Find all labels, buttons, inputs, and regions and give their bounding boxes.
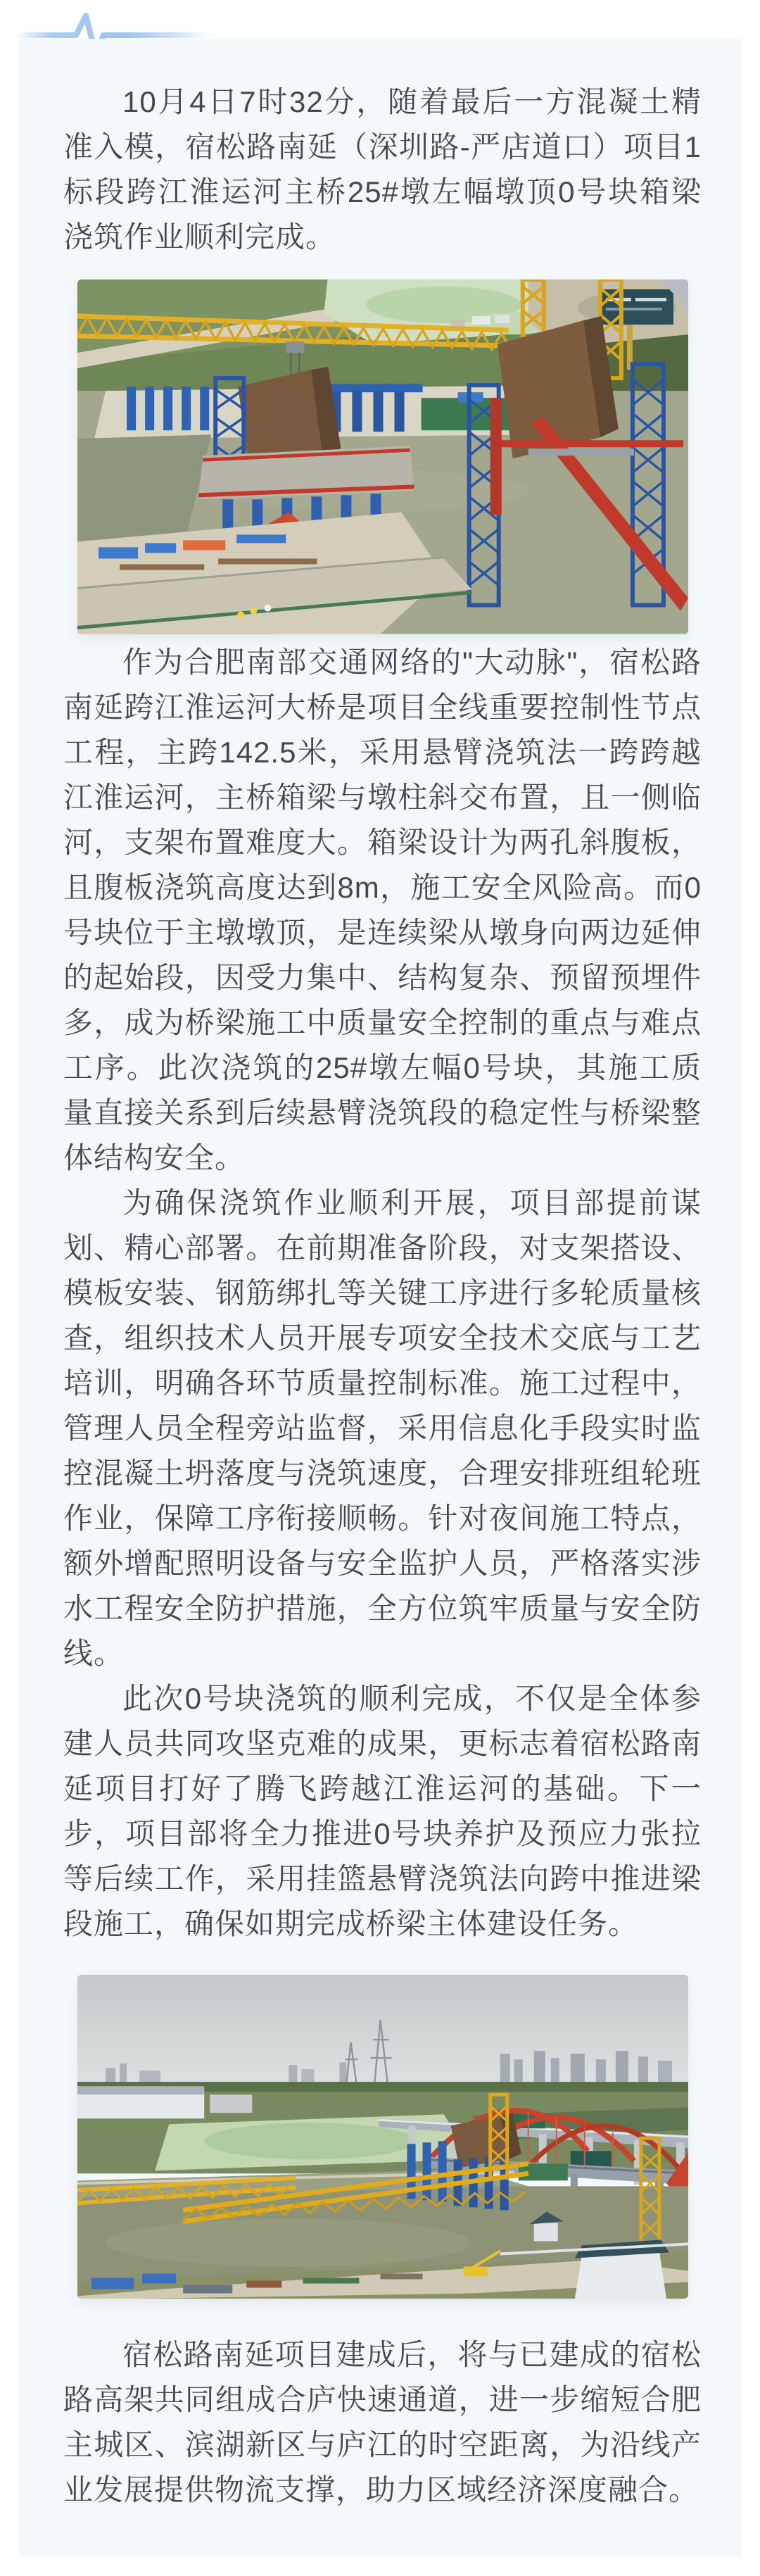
photo-aerial-bridge (77, 1975, 688, 2299)
article-paragraph-1: 10月4日7时32分，随着最后一方混凝土精准入模，宿松路南延（深圳路-严店道口）项目1标段跨江淮运河主桥25#墩左幅墩顶0号块箱梁浇筑作业顺利完成。 (63, 85, 702, 253)
photo-construction-closeup (77, 279, 688, 634)
article-body (63, 80, 702, 2513)
article-paragraph-4: 此次0号块浇筑的顺利完成，不仅是全体参建人员共同攻坚克难的成果，更标志着宿松路南延项目打好了腾飞跨越江淮运河的基础。下一步，项目部将全力推进0号块养护及预应力张拉等后续工作，采用挂篮悬臂浇筑法向跨中推进梁段施工，确保如期完成桥梁主体建设任务。 (63, 1681, 702, 1940)
article-paragraph-5: 宿松路南延项目建成后，将与已建成的宿松路高架共同组成合庐快速通道，进一步缩短合肥主城区、滨湖新区与庐江的时空距离，为沿线产业发展提供物流支撑，助力区域经济深度融合。 (63, 2338, 702, 2507)
construction-site-photo-2 (77, 1975, 688, 2299)
article-paragraph-3: 为确保浇筑作业顺利开展，项目部提前谋划、精心部署。在前期准备阶段，对支架搭设、模板安装、钢筋绑扎等关键工序进行多轮质量核查，组织技术人员开展专项安全技术交底与工艺培训，明确各环节质量控制标准。施工过程中，管理人员全程旁站监督，采用信息化手段实时监控混凝土坍落度与浇筑速度，合理安排班组轮班作业，保障工序衔接顺畅。针对夜间施工特点，额外增配照明设备与安全监护人员，严格落实涉水工程安全防护措施，全方位筑牢质量与安全防线。 (63, 1186, 702, 1670)
construction-site-photo-1 (77, 279, 688, 634)
article-card (19, 39, 742, 2556)
article-paragraph-2: 作为合肥南部交通网络的"大动脉"，宿松路南延跨江淮运河大桥是项目全线重要控制性节点工程，主跨142.5米，采用悬臂浇筑法一跨跨越江淮运河，主桥箱梁与墩柱斜交布置，且一侧临河，支架布置难度大。箱梁设计为两孔斜腹板，且腹板浇筑高度达到8m，施工安全风险高。而0号块位于主墩墩顶，是连续梁从墩身向两边延伸的起始段，因受力集中、结构复杂、预留预埋件多，成为桥梁施工中质量安全控制的重点与难点工序。此次浇筑的25#墩左幅0号块，其施工质量直接关系到后续悬臂浇筑段的稳定性与桥梁整体结构安全。 (63, 645, 702, 1174)
